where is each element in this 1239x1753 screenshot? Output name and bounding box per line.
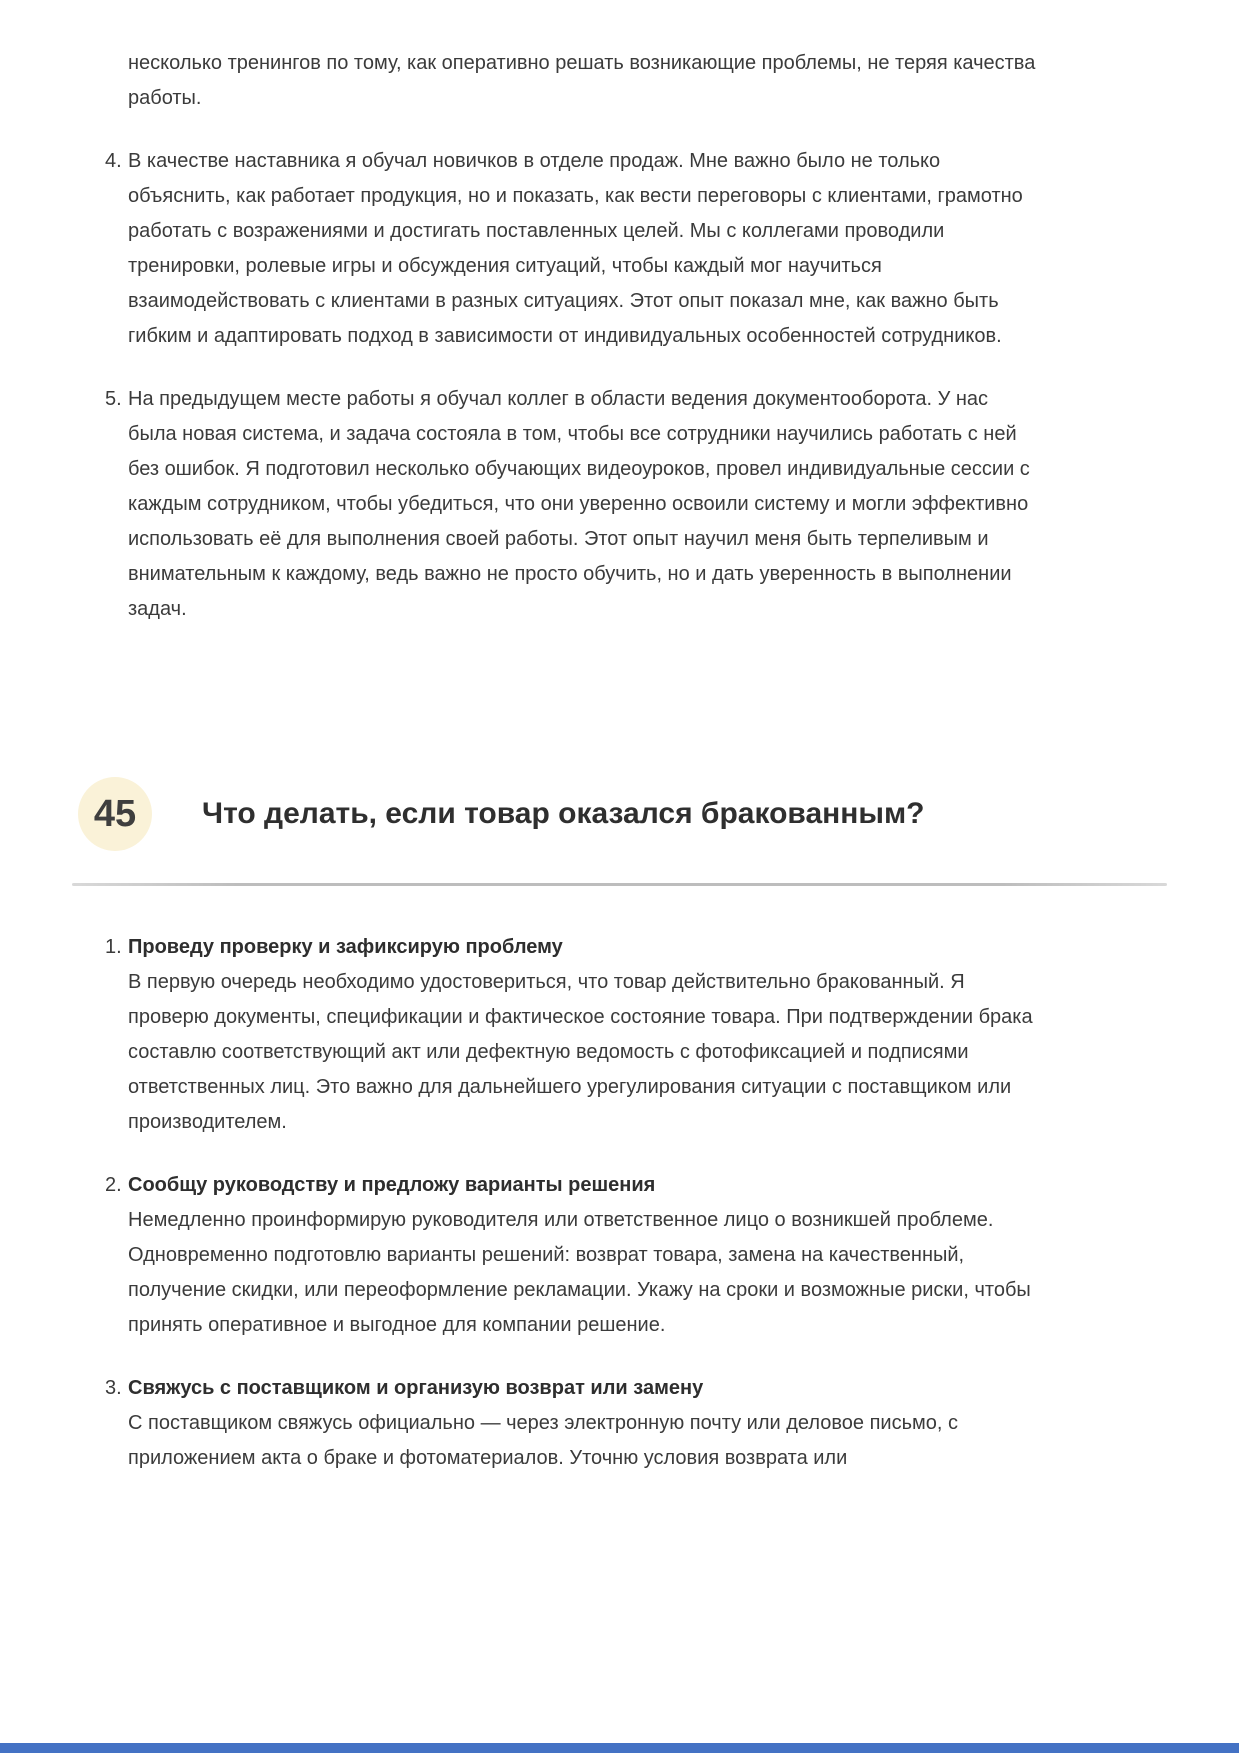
paragraph-continuation: несколько тренингов по тому, как оперативно решать возникающие проблемы, не теряя качества работы.: [128, 52, 1036, 109]
question-header: [76, 777, 1163, 851]
question-number-badge: 45: [78, 777, 152, 851]
list-item-text: В качестве наставника я обучал новичков в отделе продаж. Мне важно было не только объяснить, как работает продукция, но и показать, как вести переговоры с клиентами, грамотно работать с возражениями и достигать поставленных целей. Мы с коллегами проводили тренировки, ролевые игры и обсуждения ситуаций, чтобы каждый мог научиться взаимодействовать с клиентами в разных ситуациях. Этот опыт показал мне, как важно быть гибким и адаптировать подход в зависимости от индивидуальных особенностей сотрудников.: [128, 150, 1023, 347]
answer-item: [76, 1371, 1163, 1476]
answer-body: В первую очередь необходимо удостовериться, что товар действительно бракованный. Я проверю документы, спецификации и фактическое состояние товара. При подтверждении брака составлю соответствующий акт или дефектную ведомость с фотофиксацией и подписями ответственных лиц. Это важно для дальнейшего урегулирования ситуации с поставщиком или производителем.: [128, 971, 1033, 1133]
answer-body: Немедленно проинформирую руководителя или ответственное лицо о возникшей проблеме. Одновременно подготовлю варианты решений: возврат товара, замена на качественный, получение скидки, или переоформление рекламации. Укажу на сроки и возможные риски, чтобы принять оперативное и выгодное для компании решение.: [128, 1209, 1031, 1336]
section-divider: [72, 883, 1167, 886]
answer-title: Свяжусь с поставщиком и организую возврат или замену: [128, 1377, 704, 1399]
answer-content: [128, 1168, 1040, 1343]
answer-title: Сообщу руководству и предложу варианты решения: [128, 1174, 656, 1196]
answer-number: 3.: [105, 1377, 122, 1399]
answer-number: 2.: [105, 1174, 122, 1196]
answer-item: [76, 1168, 1163, 1343]
list-item: [76, 382, 1163, 627]
page-footer-bar: [0, 1743, 1239, 1753]
question-title: Что делать, если товар оказался бракованным?: [202, 797, 925, 831]
answers-list: [76, 930, 1163, 1476]
answer-title: Проведу проверку и зафиксирую проблему: [128, 936, 563, 958]
answer-body: С поставщиком свяжусь официально — через электронную почту или деловое письмо, с приложением акта о браке и фотоматериалов. Уточню условия возврата или: [128, 1412, 958, 1469]
answer-item: [76, 930, 1163, 1140]
answer-content: [128, 1371, 1040, 1476]
list-item-number: 4.: [105, 150, 122, 172]
answer-number: 1.: [105, 936, 122, 958]
list-item-number: 5.: [105, 388, 122, 410]
list-item-text: На предыдущем месте работы я обучал коллег в области ведения документооборота. У нас была новая система, и задача состояла в том, чтобы все сотрудники научились работать с ней без ошибок. Я подготовил несколько обучающих видеоуроков, провел индивидуальные сессии с каждым сотрудником, чтобы убедиться, что они уверенно освоили систему и могли эффективно использовать её для выполнения своей работы. Этот опыт научил меня быть терпеливым и внимательным к каждому, ведь важно не просто обучить, но и дать уверенность в выполнении задач.: [128, 388, 1030, 620]
answer-content: [128, 930, 1040, 1140]
list-item: [76, 144, 1163, 354]
